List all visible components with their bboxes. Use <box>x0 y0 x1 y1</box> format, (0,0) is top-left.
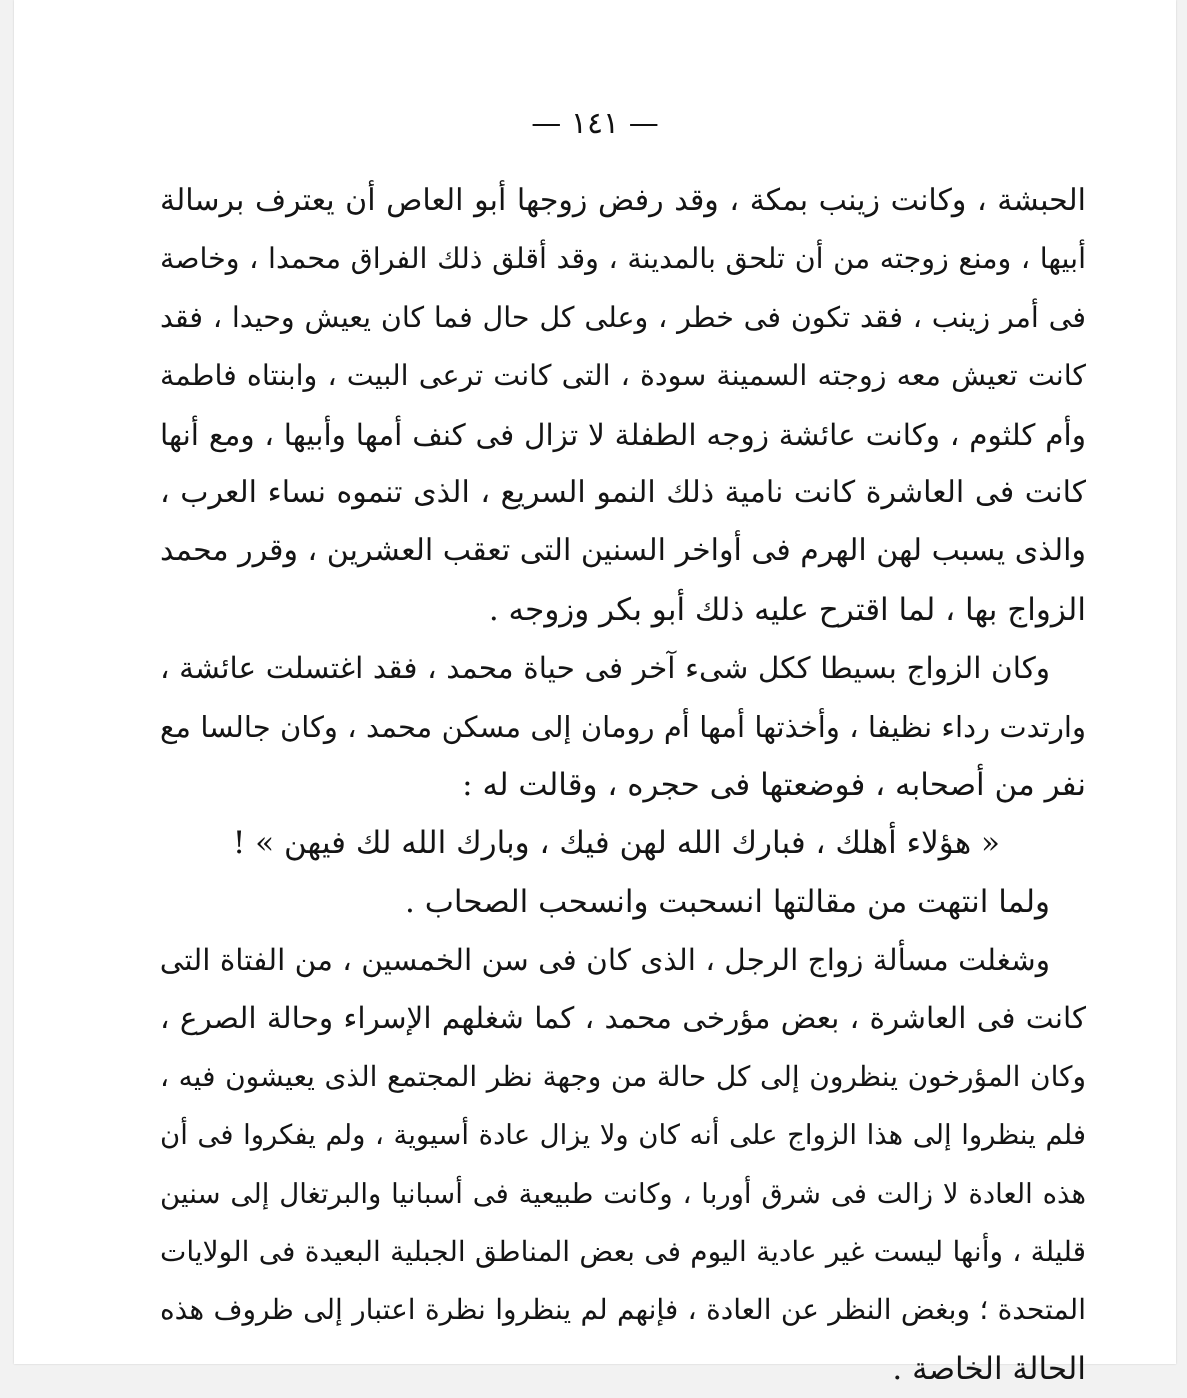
text-line: كانت تعيش معه زوجته السمينة سودة ، التى كانت ترعى البيت ، وابنتاه فاطمة <box>160 359 1086 393</box>
text-line: المتحدة ؛ وبغض النظر عن العادة ، فإنهم لم ينظروا نظرة اعتبار إلى ظروف هذه <box>160 1293 1086 1327</box>
text-line: وأم كلثوم ، وكانت عائشة زوجه الطفلة لا تزال فى كنف أمها وأبيها ، ومع أنها <box>160 417 1086 452</box>
text-line: نفر من أصحابه ، فوضعتها فى حجره ، وقالت له : <box>462 766 1086 803</box>
page-number: — ١٤١ — <box>531 106 659 141</box>
text-line: كانت فى العاشرة ، بعض مؤرخى محمد ، كما شغلهم الإسراء وحالة الصرع ، <box>160 1001 1086 1036</box>
text-line: قليلة ، وأنها ليست غير عادية اليوم فى بعض المناطق الجبلية البعيدة فى الولايات <box>160 1235 1086 1269</box>
text-line: فى أمر زينب ، فقد تكون فى خطر ، وعلى كل حال فما كان يعيش وحيدا ، فقد <box>160 300 1086 334</box>
text-line: فلم ينظروا إلى هذا الزواج على أنه كان ولا يزال عادة أسيوية ، ولم يفكروا فى أن <box>160 1119 1086 1152</box>
text-line: ولما انتهت من مقالتها انسحبت وانسحب الصحاب . <box>404 883 1050 920</box>
text-line: وكان المؤرخون ينظرون إلى كل حالة من وجهة نظر المجتمع الذى يعيشون فيه ، <box>160 1059 1086 1093</box>
text-line: « هؤلاء أهلك ، فبارك الله لهن فيك ، وبارك الله لك فيهن » ! <box>232 825 1000 862</box>
text-line: وكان الزواج بسيطا ككل شىء آخر فى حياة محمد ، فقد اغتسلت عائشة ، <box>160 651 1050 686</box>
text-line: الحالة الخاصة . <box>892 1350 1086 1387</box>
text-line: وارتدت رداء نظيفا ، وأخذتها أمها أم رومان إلى مسكن محمد ، وكان جالسا مع <box>160 709 1086 744</box>
book-page <box>14 0 1176 1387</box>
text-line: الزواج بها ، لما اقترح عليه ذلك أبو بكر وزوجه . <box>488 591 1086 628</box>
text-line: الحبشة ، وكانت زينب بمكة ، وقد رفض زوجها أبو العاص أن يعترف برسالة <box>160 183 1086 218</box>
text-line: هذه العادة لا زالت فى شرق أوربا ، وكانت طبيعية فى أسبانيا والبرتغال إلى سنين <box>160 1177 1086 1210</box>
text-line: أبيها ، ومنع زوجته من أن تلحق بالمدينة ، وقد أقلق ذلك الفراق محمدا ، وخاصة <box>160 242 1086 276</box>
text-line: والذى يسبب لهن الهرم فى أواخر السنين التى تعقب العشرين ، وقرر محمد <box>160 533 1086 569</box>
text-line: كانت فى العاشرة كانت نامية ذلك النمو السريع ، الذى تنموه نساء العرب ، <box>160 474 1086 510</box>
text-line: وشغلت مسألة زواج الرجل ، الذى كان فى سن الخمسين ، من الفتاة التى <box>160 943 1050 978</box>
body-text <box>160 172 1086 1398</box>
